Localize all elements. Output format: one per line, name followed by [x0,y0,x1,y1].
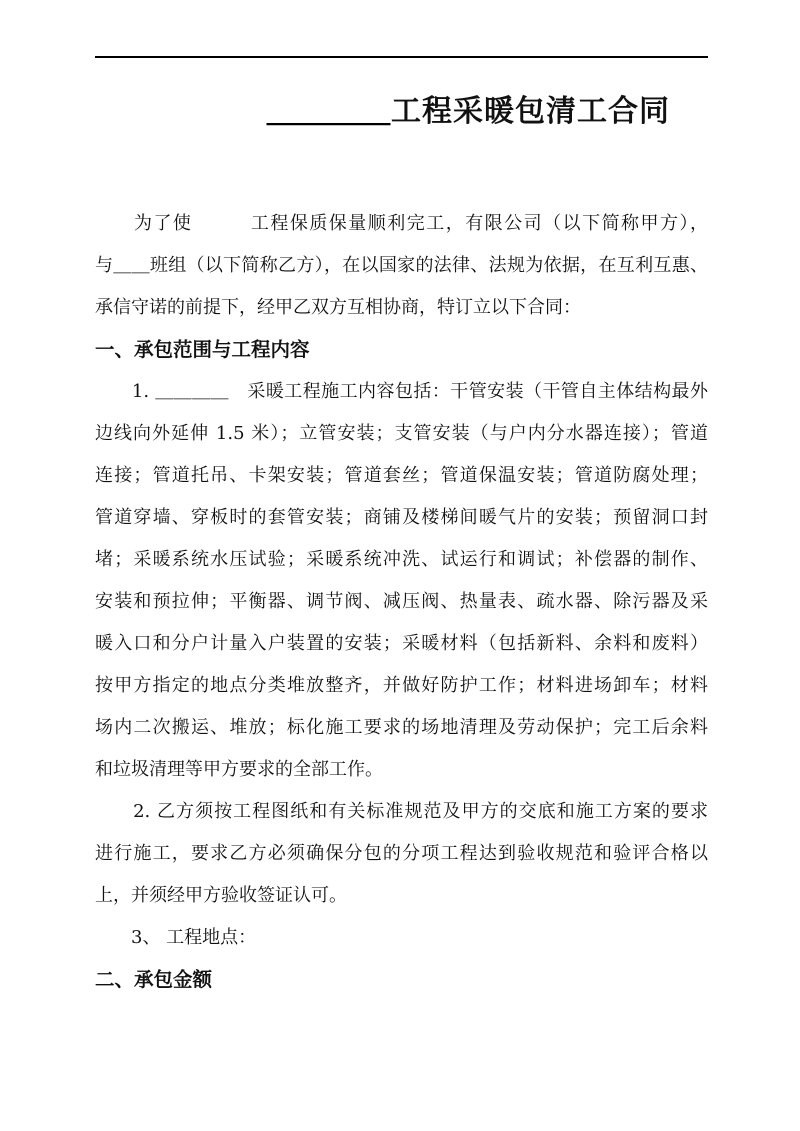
text-line: 管道穿墙、穿板时的套管安装；商铺及楼梯间暖气片的安装；预留洞口封 [95,507,708,528]
document-body [95,203,708,1001]
text-line: 2. 乙方须按工程图纸和有关标准规范及甲方的交底和施工方案的要求 [95,801,708,822]
document-title-line [95,93,708,131]
text-line: 安装和预拉伸；平衡器、调节阀、减压阀、热量表、疏水器、除污器及采 [95,591,708,612]
text-line: 二、承包金额 [95,968,213,991]
text-line: 堵；采暖系统水压试验；采暖系统冲洗、试运行和调试；补偿器的制作、 [95,549,708,570]
title-fill-in-blank: ＿＿＿＿ [267,94,391,129]
text-line: 一、承包范围与工程内容 [95,338,310,361]
text-line: 3、 工程地点： [95,927,257,948]
text-line: 连接；管道托吊、卡架安装；管道套丝；管道保温安装；管道防腐处理； [95,465,708,486]
text-line: 场内二次搬运、堆放；标化施工要求的场地清理及劳动保护；完工后余料 [95,717,708,738]
section-2-heading [95,959,708,1001]
text-line: 上，并须经甲方验收签证认可。 [95,885,347,906]
section-1-item-3 [95,917,708,959]
text-line: 进行施工，要求乙方必须确保分包的分项工程达到验收规范和验评合格以 [95,843,708,864]
text-line: 边线向外延伸 1.5 米）；立管安装；支管安装（与户内分水器连接）；管道 [95,423,708,444]
section-1-item-1 [95,371,708,791]
text-line: 与＿＿班组（以下简称乙方），在以国家的法律、法规为依据，在互利互惠、 [95,255,708,276]
text-line: 和垃圾清理等甲方要求的全部工作。 [95,759,383,780]
header-rule [95,56,708,58]
text-line: 承信守诺的前提下，经甲乙双方互相协商，特订立以下合同： [95,297,581,318]
text-line: 暖入口和分户计量入户装置的安装；采暖材料（包括新料、余料和废料） [95,633,708,654]
section-1-heading [95,329,708,371]
page-title: 工程采暖包清工合同 [391,94,670,129]
intro-paragraph [95,203,708,329]
text-line: 为了使 工程保质保量顺利完工，有限公司（以下简称甲方）， [95,213,708,234]
text-line: 按甲方指定的地点分类堆放整齐，并做好防护工作；材料进场卸车；材料 [95,675,708,696]
text-line: 1. ＿＿＿＿ 采暖工程施工内容包括：干管安装（干管自主体结构最外 [95,381,708,402]
section-1-item-2 [95,791,708,917]
